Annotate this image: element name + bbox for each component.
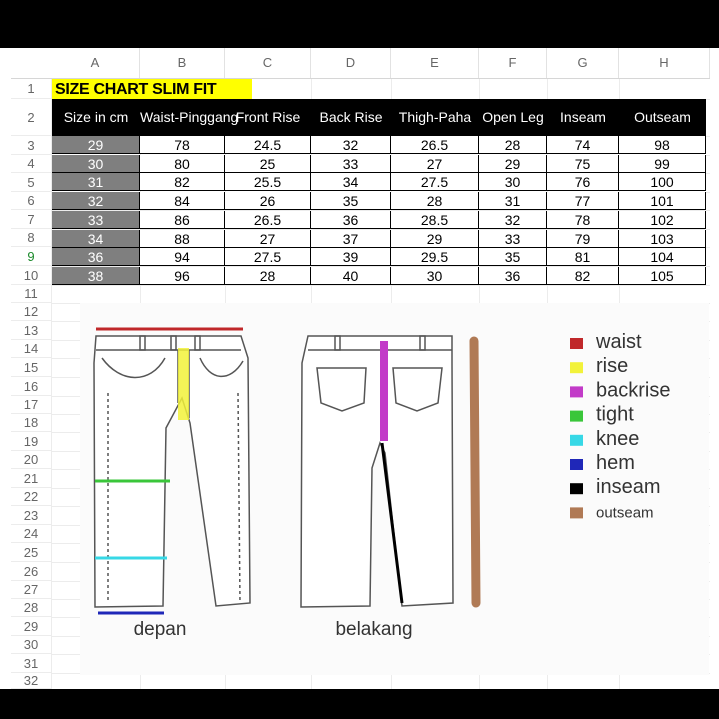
table-cell[interactable]: 99 (619, 155, 706, 173)
row-header[interactable]: 19 (11, 432, 51, 451)
table-cell[interactable]: 86 (140, 211, 225, 229)
table-header-row (52, 99, 706, 136)
size-cell[interactable]: 32 (52, 192, 140, 210)
column-header-b[interactable]: B (140, 48, 225, 78)
table-cell[interactable]: 28.5 (391, 211, 479, 229)
legend-label: outseam (596, 504, 654, 522)
table-cell[interactable]: 105 (619, 267, 706, 285)
table-header-cell[interactable]: Outseam (634, 109, 691, 125)
row-header[interactable]: 8 (11, 229, 51, 247)
table-cell[interactable]: 100 (619, 173, 706, 191)
size-cell[interactable]: 29 (52, 136, 140, 154)
legend-swatch (570, 362, 583, 373)
table-cell[interactable]: 29 (391, 230, 479, 248)
table-cell[interactable]: 80 (140, 155, 225, 173)
table-header-cell[interactable]: Size in cm (63, 109, 129, 125)
row-header[interactable]: 13 (11, 321, 51, 340)
column-header-c[interactable]: C (225, 48, 311, 78)
table-header-cell[interactable]: Inseam (560, 109, 606, 125)
table-cell[interactable]: 26.5 (391, 136, 479, 154)
table-cell[interactable]: 26.5 (225, 211, 311, 229)
legend-swatch (570, 507, 583, 518)
legend-label: inseam (596, 476, 661, 499)
size-cell[interactable]: 33 (52, 211, 140, 229)
table-cell[interactable]: 96 (140, 267, 225, 285)
table-cell[interactable]: 28 (225, 267, 311, 285)
row-header[interactable]: 29 (11, 617, 51, 636)
column-header-a[interactable]: A (51, 48, 140, 78)
size-cell[interactable]: 30 (52, 155, 140, 173)
table-cell[interactable]: 94 (140, 248, 225, 266)
table-cell[interactable]: 32 (311, 136, 391, 154)
column-header-row (11, 48, 710, 79)
table-cell[interactable]: 31 (479, 192, 547, 210)
row-header[interactable]: 3 (11, 136, 51, 155)
size-cell[interactable]: 38 (52, 267, 140, 285)
row-header[interactable]: 15 (11, 358, 51, 377)
table-cell[interactable]: 101 (619, 192, 706, 210)
table-cell[interactable]: 98 (619, 136, 706, 154)
table-cell[interactable]: 28 (391, 192, 479, 210)
legend-label: tight (596, 403, 634, 426)
table-cell[interactable]: 25.5 (225, 173, 311, 191)
size-chart-title[interactable]: SIZE CHART SLIM FIT (52, 79, 252, 100)
back-label: belakang (335, 619, 413, 640)
table-cell[interactable]: 24.5 (225, 136, 311, 154)
row-header[interactable]: 24 (11, 525, 51, 543)
table-cell[interactable]: 30 (479, 173, 547, 191)
table-cell[interactable]: 74 (547, 136, 619, 154)
front-label: depan (133, 619, 187, 640)
row-header[interactable]: 11 (11, 285, 51, 303)
row-header[interactable]: 28 (11, 599, 51, 617)
table-header-cell[interactable]: Waist-Pinggang (140, 109, 239, 125)
legend-swatch (570, 483, 583, 494)
size-cell[interactable]: 36 (52, 248, 140, 266)
row-header[interactable]: 20 (11, 451, 51, 469)
table-cell[interactable]: 26 (225, 192, 311, 210)
row-header[interactable]: 21 (11, 469, 51, 488)
grid-row-line (51, 285, 710, 286)
table-cell[interactable]: 78 (547, 211, 619, 229)
table-header-cell[interactable]: Open Leg (482, 109, 544, 125)
table-cell[interactable]: 104 (619, 248, 706, 266)
table-cell[interactable]: 25 (225, 155, 311, 173)
row-header[interactable]: 2 (11, 99, 51, 136)
row-header[interactable]: 18 (11, 414, 51, 432)
table-cell[interactable]: 33 (479, 230, 547, 248)
table-cell[interactable]: 79 (547, 230, 619, 248)
table-cell[interactable]: 29 (479, 155, 547, 173)
row-header[interactable]: 22 (11, 488, 51, 506)
legend-label: hem (596, 452, 635, 474)
table-header-cell[interactable]: Back Rise (319, 109, 383, 125)
table-cell[interactable]: 34 (311, 173, 391, 191)
table-cell[interactable]: 27 (225, 230, 311, 248)
jeans-measurement-diagram (80, 303, 709, 675)
row-header[interactable]: 32 (11, 673, 51, 689)
table-cell[interactable]: 88 (140, 230, 225, 248)
size-cell[interactable]: 34 (52, 230, 140, 248)
row-header[interactable]: 27 (11, 581, 51, 599)
table-cell[interactable]: 102 (619, 211, 706, 229)
legend-label: backrise (596, 379, 671, 402)
legend-swatch (570, 435, 583, 446)
table-header-cell[interactable]: Thigh-Paha (398, 109, 472, 125)
row-header[interactable]: 30 (11, 636, 51, 654)
row-header[interactable]: 9 (11, 247, 51, 266)
table-cell[interactable]: 36 (311, 211, 391, 229)
legend-swatch (570, 386, 583, 397)
table-cell[interactable]: 30 (391, 267, 479, 285)
row-header[interactable]: 1 (11, 78, 51, 99)
row-header[interactable]: 23 (11, 506, 51, 525)
table-cell[interactable]: 75 (547, 155, 619, 173)
table-cell[interactable]: 36 (479, 267, 547, 285)
column-header-e[interactable]: E (391, 48, 479, 78)
row-header[interactable]: 17 (11, 396, 51, 414)
legend-label: rise (596, 355, 629, 378)
table-cell[interactable]: 33 (311, 155, 391, 173)
table-cell[interactable]: 82 (140, 173, 225, 191)
top-black-bar (0, 0, 719, 48)
row-header[interactable]: 25 (11, 543, 51, 562)
table-cell[interactable]: 29.5 (391, 248, 479, 266)
row-header[interactable]: 26 (11, 562, 51, 581)
spreadsheet (11, 48, 710, 689)
back-rise-mark (380, 341, 388, 441)
table-cell[interactable]: 35 (479, 248, 547, 266)
row-header[interactable]: 7 (11, 210, 51, 229)
row-header[interactable]: 6 (11, 192, 51, 210)
table-cell[interactable]: 40 (311, 267, 391, 285)
table-cell[interactable]: 37 (311, 230, 391, 248)
row-header[interactable]: 12 (11, 303, 51, 321)
row-header[interactable]: 16 (11, 377, 51, 396)
column-header-g[interactable]: G (547, 48, 619, 78)
size-cell[interactable]: 31 (52, 173, 140, 191)
outseam-bar (474, 341, 476, 603)
legend-swatch (570, 411, 583, 422)
column-header-d[interactable]: D (311, 48, 391, 78)
row-header[interactable]: 31 (11, 654, 51, 673)
table-header-cell[interactable]: Front Rise (235, 109, 301, 125)
legend-swatch (570, 338, 583, 349)
column-header-h[interactable]: H (619, 48, 710, 78)
table-cell[interactable]: 32 (479, 211, 547, 229)
legend-label: knee (596, 427, 640, 450)
row-header[interactable]: 5 (11, 173, 51, 192)
front-rise-mark (178, 348, 189, 420)
row-header[interactable]: 4 (11, 155, 51, 173)
table-cell[interactable]: 78 (140, 136, 225, 154)
table-cell[interactable]: 27 (391, 155, 479, 173)
table-cell[interactable]: 82 (547, 267, 619, 285)
table-cell[interactable]: 76 (547, 173, 619, 191)
table-cell[interactable]: 103 (619, 230, 706, 248)
bottom-black-bar (0, 689, 719, 719)
table-cell[interactable]: 39 (311, 248, 391, 266)
table-cell[interactable]: 81 (547, 248, 619, 266)
column-header-f[interactable]: F (479, 48, 547, 78)
table-cell[interactable]: 28 (479, 136, 547, 154)
table-cell[interactable]: 27.5 (391, 173, 479, 191)
table-cell[interactable]: 84 (140, 192, 225, 210)
row-header[interactable]: 10 (11, 266, 51, 285)
legend-label: waist (596, 331, 642, 353)
table-cell[interactable]: 27.5 (225, 248, 311, 266)
row-header[interactable]: 14 (11, 340, 51, 358)
table-cell[interactable]: 35 (311, 192, 391, 210)
legend-swatch (570, 459, 583, 470)
table-cell[interactable]: 77 (547, 192, 619, 210)
